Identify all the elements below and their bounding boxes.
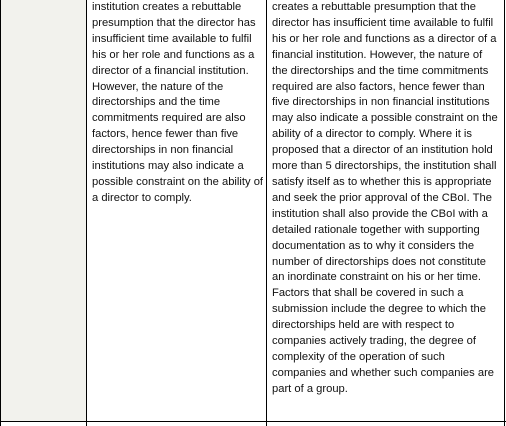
table-border-bottom <box>0 421 506 422</box>
revised-text-cell <box>272 0 498 398</box>
text-line: insufficient time available to fulfil <box>92 32 252 45</box>
text-line: satisfy itself as to whether this is appropriate <box>272 175 492 188</box>
table-border-left <box>0 0 1 426</box>
table-divider-2 <box>266 0 267 426</box>
text-line: submission include the degree to which the <box>272 303 486 316</box>
text-line: five directorships in non financial institutions <box>272 96 490 109</box>
text-line: ability of a director to comply. Where it is <box>272 128 472 141</box>
text-line: commitments required are also <box>92 112 246 125</box>
text-line: factors, hence fewer than five <box>92 128 239 141</box>
text-line: number of directorships does not constitute <box>272 255 486 268</box>
text-line: complexity of the operation of such <box>272 350 445 363</box>
text-line: detailed rationale together with supporting <box>272 223 480 236</box>
text-line: institution creates a rebuttable <box>92 1 242 13</box>
table-divider-1 <box>86 0 87 426</box>
text-line: more than 5 directorships, the institution shall <box>272 160 497 173</box>
text-line: an inordinate constraint on his or her time. <box>272 271 481 284</box>
text-line: may also indicate a possible constraint on the <box>272 112 498 125</box>
text-line: companies actively trading, the degree of <box>272 335 476 348</box>
text-line: However, the nature of the <box>92 80 224 93</box>
text-line: directorships held are with respect to <box>272 319 455 332</box>
text-line: director of a financial institution. <box>92 64 249 77</box>
text-line: director has insufficient time available to fulfil <box>272 16 494 29</box>
text-line: directorships and the time <box>92 96 221 109</box>
text-line: and seek the prior approval of the CBoI. The <box>272 191 492 204</box>
text-line: financial institution. However, the nature of <box>272 48 483 61</box>
table-border-right <box>504 0 505 426</box>
text-line: proposed that a director of an institution hold <box>272 144 493 157</box>
text-line: documentation as to why it considers the <box>272 239 475 252</box>
text-line: presumption that the director has <box>92 16 256 29</box>
existing-text-cell <box>92 0 263 207</box>
text-line: part of a group. <box>272 382 348 395</box>
text-line: a director to comply. <box>92 191 192 204</box>
text-line: creates a rebuttable presumption that the <box>272 1 476 13</box>
text-line: his or her role and functions as a director of a <box>272 32 497 45</box>
text-line: directorships in non financial <box>92 144 234 157</box>
text-line: companies and whether such companies are <box>272 366 495 379</box>
text-line: Factors that shall be covered in such a <box>272 287 464 300</box>
text-line: his or her role and functions as a <box>92 48 255 61</box>
text-line: the directorships and the time commitments <box>272 64 489 77</box>
text-line: required are also factors, hence fewer than <box>272 80 485 93</box>
text-line: institutions may also indicate a <box>92 160 244 173</box>
shaded-label-cell <box>1 0 86 421</box>
text-line: institution shall also provide the CBoI with a <box>272 207 488 220</box>
text-line: possible constraint on the ability of <box>92 175 264 188</box>
